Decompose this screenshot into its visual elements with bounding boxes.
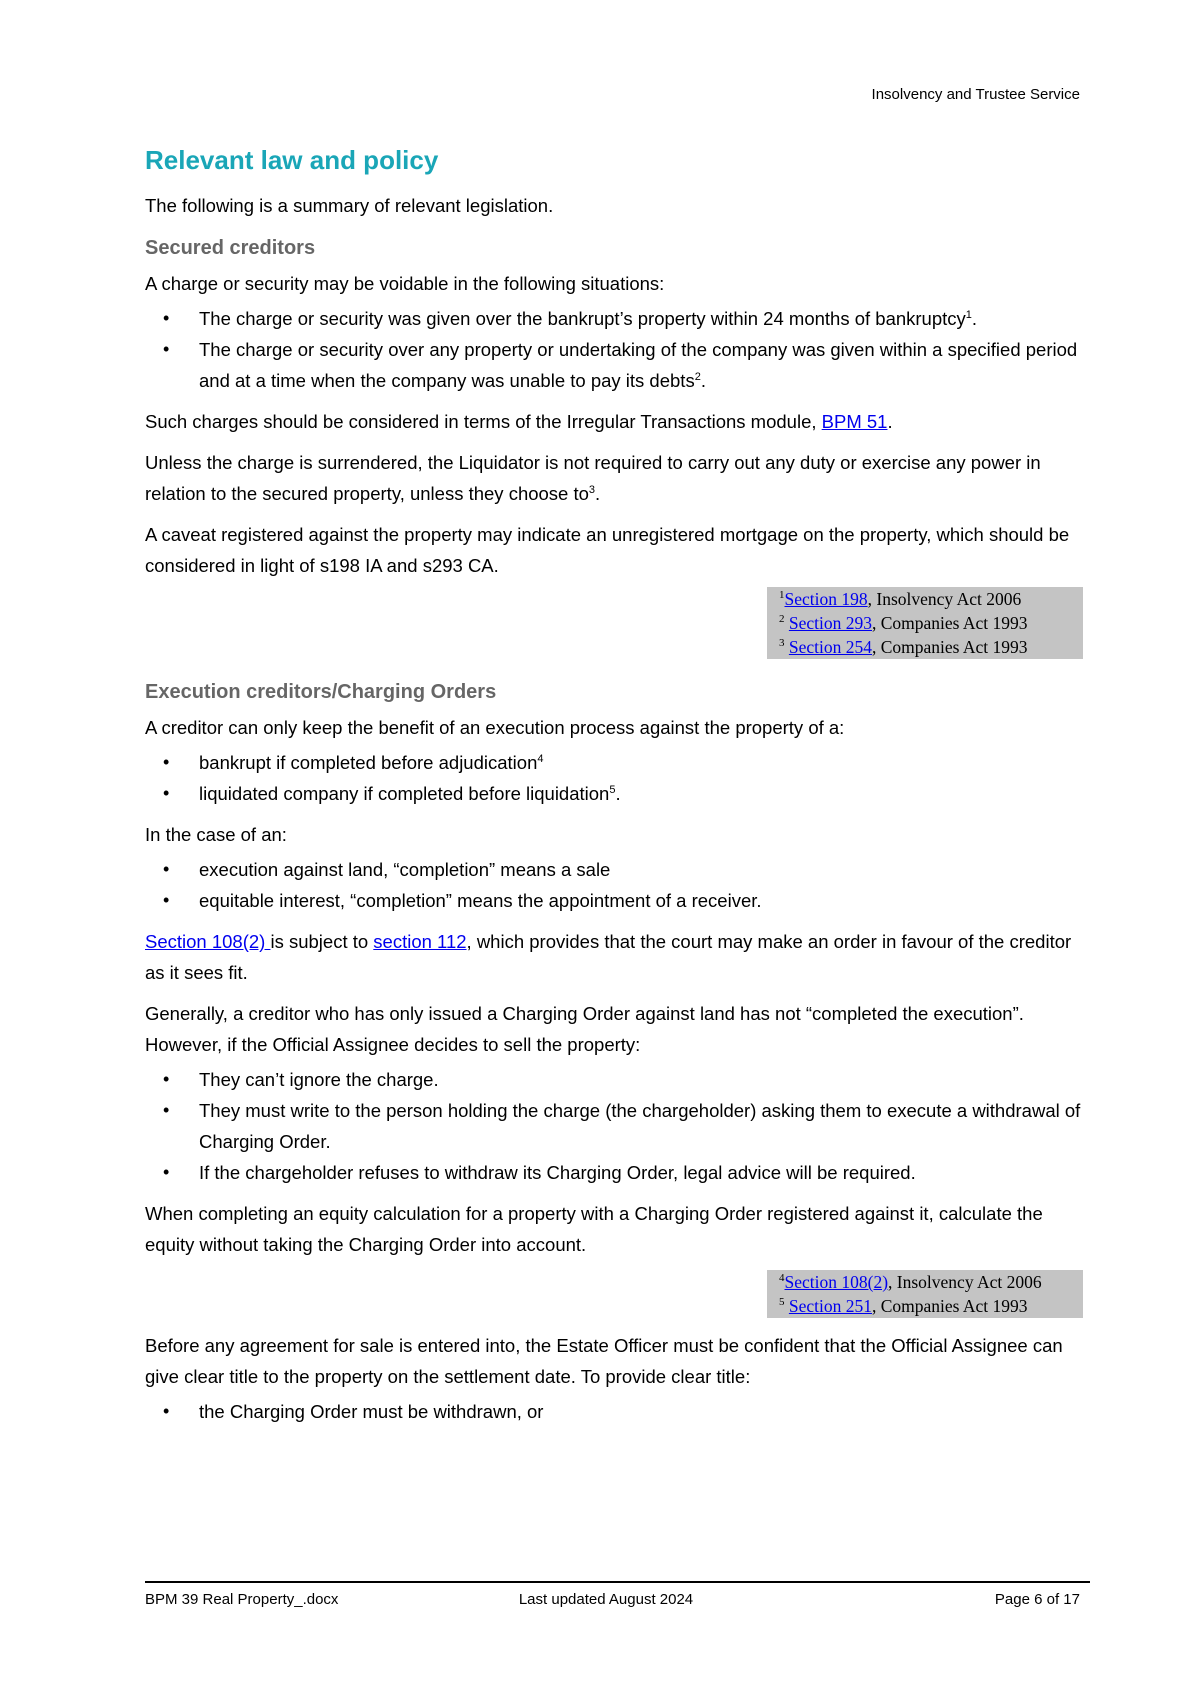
- execution-lead-paragraph: A creditor can only keep the benefit of an execution process against the property of a:: [145, 717, 845, 738]
- before-sale-paragraph: Before any agreement for sale is entered into, the Estate Officer must be confident that the Official Assignee can give clear title to the property on the settlement date. To provide clear title:: [145, 1335, 1063, 1387]
- footnote-ref: 5: [609, 783, 616, 796]
- list-item: • The charge or security was given over the bankrupt’s property within 24 months of bankruptcy$^1$.: [145, 303, 1082, 334]
- section-198-link[interactable]: Section 198: [784, 589, 868, 609]
- section-heading: Relevant law and policy: [145, 145, 439, 175]
- list-item: • liquidated company if completed before liquidation$^5$.: [145, 778, 1082, 809]
- footer-divider: [145, 1581, 1090, 1583]
- caveat-paragraph: A caveat registered against the property may indicate an unregistered mortgage on the property, which should be considered in light of s198 IA and s293 CA.: [145, 524, 1070, 576]
- list-item: • the Charging Order must be withdrawn, or: [145, 1396, 1082, 1427]
- footer-updated: Last updated August 2024: [518, 1591, 694, 1608]
- footnote-ref: 1: [965, 308, 972, 321]
- footer-page-number: Page 6 of 17: [994, 1591, 1080, 1608]
- generally-paragraph: Generally, a creditor who has only issued a Charging Order against land has not “completed the execution”. However, if the Official Assignee decides to sell the property:: [145, 1003, 1024, 1055]
- surrender-paragraph: Unless the charge is surrendered, the Liquidator is not required to carry out any duty or exercise any power in relation to the secured property, unless they choose $to^3$.: [145, 452, 1041, 504]
- secured-creditors-heading: Secured creditors: [145, 237, 316, 259]
- section-108-link[interactable]: Section 108(2): [145, 931, 271, 952]
- list-item: • If the chargeholder refuses to withdraw its Charging Order, legal advice will be required.: [145, 1157, 1082, 1188]
- case-lead-paragraph: In the case of an:: [145, 824, 287, 845]
- footnote-item: $^4$Section 108(2), Insolvency Act 2006: [779, 1272, 1042, 1292]
- list-item: • bankrupt if completed before adjudication$^4$: [145, 747, 1082, 778]
- execution-creditors-heading: Execution creditors/Charging Orders: [145, 681, 497, 703]
- list-item: • execution against land, “completion” means a sale: [145, 854, 1082, 885]
- footer-filename: BPM 39 Real Property_.docx: [145, 1591, 339, 1608]
- list-item: • They can’t ignore the charge.: [145, 1064, 1082, 1095]
- footnote-box: [767, 587, 1083, 659]
- irregular-transactions-paragraph: Such charges should be considered in terms of the Irregular Transactions module, BPM 51.: [145, 411, 893, 432]
- footnote-item: $^5$ Section 251, Companies Act 1993: [779, 1296, 1028, 1316]
- official-assignee-bullet-list: [145, 1064, 1082, 1188]
- footnote-ref: 3: [588, 483, 596, 496]
- page-header: Insolvency and Trustee Service: [871, 86, 1080, 103]
- bpm51-link[interactable]: BPM 51: [821, 411, 888, 432]
- page-content: [145, 145, 1082, 1427]
- section-293-link[interactable]: Section 293: [788, 613, 872, 633]
- footnote-ref: 2: [694, 370, 701, 383]
- footnote-item: $^2$ Section 293, Companies Act 1993: [779, 613, 1028, 633]
- list-item: • They must write to the person holding the charge (the chargeholder) asking them to execute a withdrawal of Charging Order.: [145, 1095, 1082, 1157]
- list-item: • equitable interest, “completion” means the appointment of a receiver.: [145, 885, 1082, 916]
- intro-paragraph: The following is a summary of relevant legislation.: [145, 195, 554, 216]
- section-108-paragraph: Section 108(2) is subject to section 112, which provides that the court may make an order in favour of the creditor as it sees fit.: [145, 931, 1072, 983]
- footnote-item: $^3$ Section 254, Companies Act 1993: [779, 637, 1028, 657]
- secured-bullet-list: [145, 303, 1082, 396]
- list-item: • The charge or security over any property or undertaking of the company was given within a specified period and at a time when the company was unable to pay its debts$^2$.: [145, 334, 1082, 396]
- section-254-link[interactable]: Section 254: [788, 637, 872, 657]
- footnote-ref: 4: [537, 752, 544, 765]
- case-bullet-list: [145, 854, 1082, 916]
- secured-lead-paragraph: A charge or security may be voidable in the following situations:: [145, 273, 665, 294]
- footnote-item: $^1$Section 198, Insolvency Act 2006: [779, 589, 1022, 609]
- equity-paragraph: When completing an equity calculation for a property with a Charging Order registered against it, calculate the equity without taking the Charging Order into account.: [145, 1203, 1043, 1255]
- section-108-2-link[interactable]: Section 108(2): [784, 1272, 889, 1292]
- clear-title-bullet-list: [145, 1396, 1082, 1427]
- footnote-box: [767, 1270, 1083, 1318]
- section-251-link[interactable]: Section 251: [788, 1296, 872, 1316]
- section-112-link[interactable]: section 112: [373, 931, 467, 952]
- execution-bullet-list: [145, 747, 1082, 809]
